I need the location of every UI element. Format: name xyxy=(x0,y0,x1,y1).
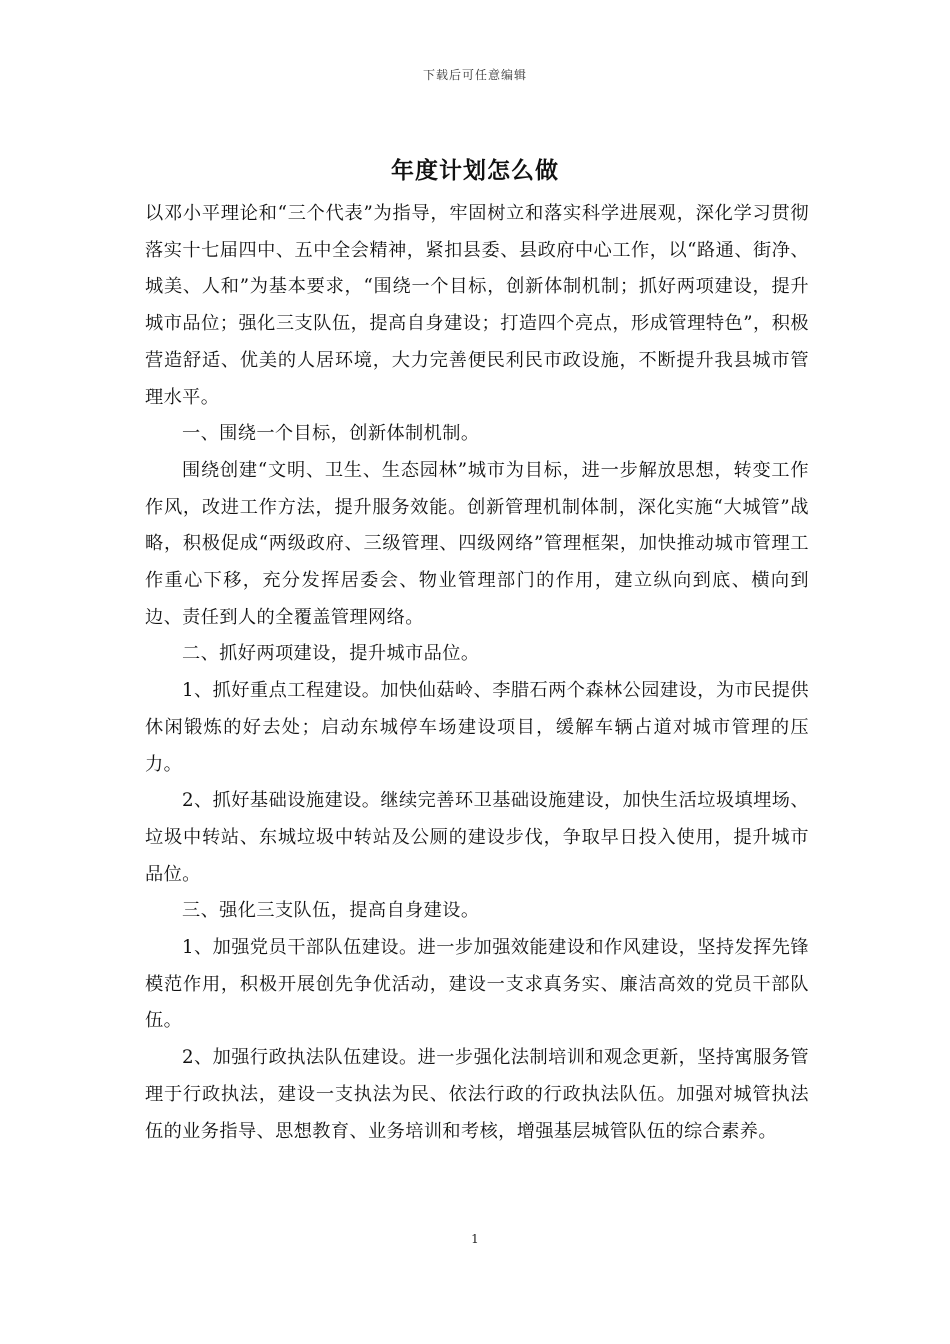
paragraph: 1、抓好重点工程建设。加快仙菇岭、李腊石两个森林公园建设，为市民提供休闲锻炼的好去处；启动东城停车场建设项目，缓解车辆占道对城市管理的压力。 xyxy=(145,680,809,775)
page-number: 1 xyxy=(471,1232,479,1246)
paragraph-intro: 以邓小平理论和“三个代表”为指导，牢固树立和落实科学进展观，深化学习贯彻落实十七届四中、五中全会精神，紧扣县委、县政府中心工作，以“路通、街净、城美、人和”为基本要求，“围绕一个目标，创新体制机制；抓好两项建设，提升城市品位；强化三支队伍，提高自身建设；打造四个亮点，形成管理特色”，积极营造舒适、优美的人居环境，大力完善便民利民市政设施，不断提升我县城市管理水平。 xyxy=(145,203,809,408)
paragraph: 2、加强行政执法队伍建设。进一步强化法制培训和观念更新，坚持寓服务管理于行政执法，建设一支执法为民、依法行政的行政执法队伍。加强对城管执法伍的业务指导、思想教育、业务培训和考核，增强基层城管队伍的综合素养。 xyxy=(145,1047,809,1142)
section-heading-2: 二、抓好两项建设，提升城市品位。 xyxy=(182,643,480,665)
document-title: 年度计划怎么做 xyxy=(391,157,559,184)
paragraph: 2、抓好基础设施建设。继续完善环卫基础设施建设，加快生活垃圾填埋场、垃圾中转站、东城垃圾中转站及公厕的建设步伐，争取早日投入使用，提升城市品位。 xyxy=(145,790,809,885)
paragraph: 围绕创建“文明、卫生、生态园林”城市为目标，进一步解放思想，转变工作作风，改进工作方法，提升服务效能。创新管理机制体制，深化实施“大城管”战略，积极促成“两级政府、三级管理、四级网络”管理框架，加快推动城市管理工作重心下移，充分发挥居委会、物业管理部门的作用，建立纵向到底、横向到边、责任到人的全覆盖管理网络。 xyxy=(145,459,809,628)
section-heading-1: 一、围绕一个目标，创新体制机制。 xyxy=(182,423,480,445)
section-heading-3: 三、强化三支队伍，提高自身建设。 xyxy=(182,900,480,922)
paragraph: 1、加强党员干部队伍建设。进一步加强效能建设和作风建设，坚持发挥先锋模范作用，积极开展创先争优活动，建设一支求真务实、廉洁高效的党员干部队伍。 xyxy=(145,937,809,1032)
document-body xyxy=(145,196,809,1150)
header-note: 下载后可任意编辑 xyxy=(422,68,527,82)
